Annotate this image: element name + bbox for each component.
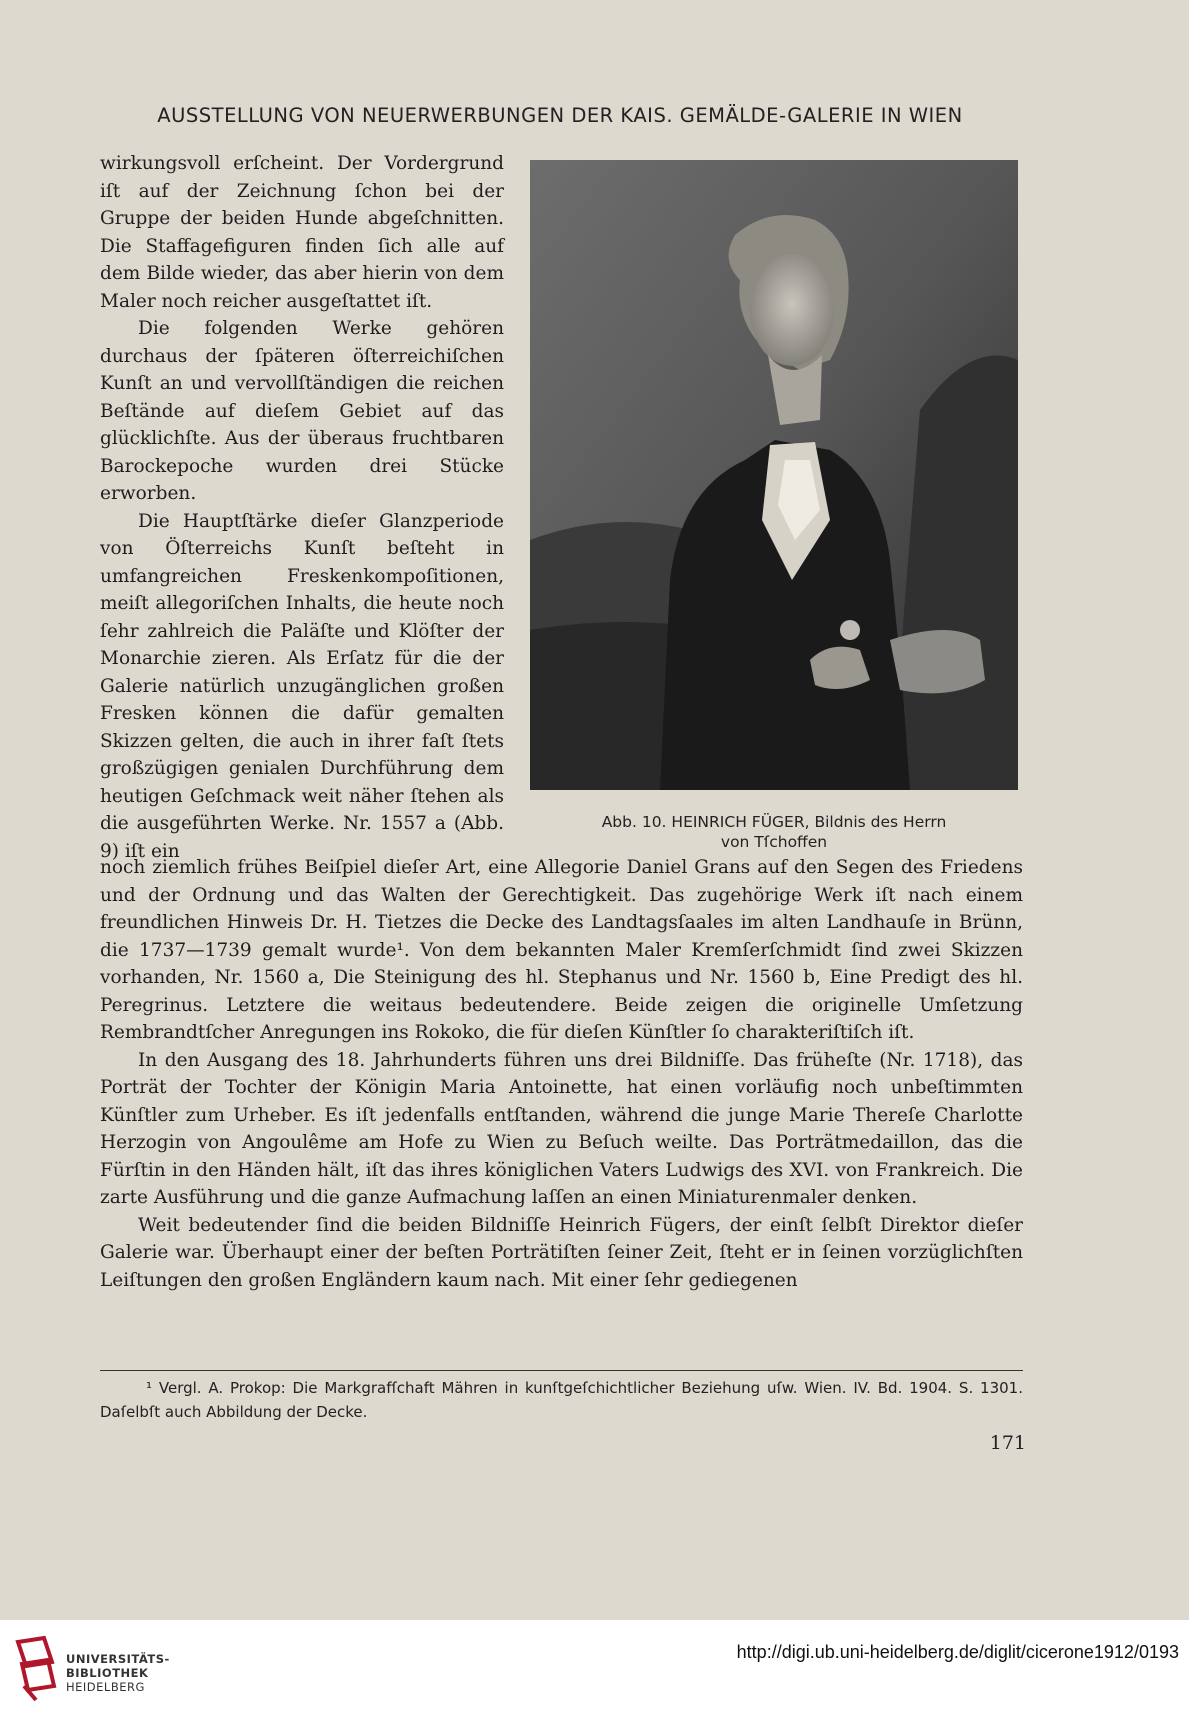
full-width-text bbox=[100, 854, 1023, 1294]
library-footer bbox=[0, 1620, 1189, 1725]
portrait-figure bbox=[530, 160, 1018, 790]
footnote-rule bbox=[100, 1370, 1023, 1371]
library-logo-icon bbox=[14, 1634, 58, 1704]
library-name-line: HEIDELBERG bbox=[66, 1680, 145, 1694]
footnote bbox=[100, 1376, 1023, 1424]
library-name-line: UNIVERSITÄTS- bbox=[66, 1652, 170, 1666]
footnote-text: Vergl. A. Prokop: Die Markgrafſchaft Mähren in kunſtgeſchichtlicher Beziehung uſw. Wien. IV. Bd. 1904. S. 1301. Daſelbſt auch Abbildung der Decke. bbox=[100, 1379, 1023, 1421]
portrait-painting bbox=[530, 160, 1018, 790]
source-url-link[interactable]: http://digi.ub.uni-heidelberg.de/diglit/cicerone1912/0193 bbox=[736, 1642, 1179, 1662]
paragraph: Weit bedeutender ſind die beiden Bildniſſe Heinrich Fügers, der einſt ſelbſt Direktor dieſer Galerie war. Überhaupt einer der beſten Porträtiſten ſeiner Zeit, ſteht er in ſeinen vorzüglichſten Leiſtungen den großen Engländern kaum nach. Mit einer ſehr gediegenen bbox=[100, 1214, 1023, 1291]
caption-line: von Tſchoffen bbox=[720, 833, 828, 851]
paragraph: noch ziemlich frühes Beiſpiel dieſer Art, eine Allegorie Daniel Grans auf den Segen des Friedens und der Ordnung und das Walten der Gerechtigkeit. Das zugehörige Werk iſt nach einem freundlichen Hinweis Dr. H. Tietzes die Decke des Landtagsſaales im alten Landhauſe in Brünn, die 1737—1739 gemalt wurde¹. Von dem bekannten Maler Kremſerſchmidt ſind zwei Skizzen vorhanden, Nr. 1560 a, Die Steinigung des hl. Stephanus und Nr. 1560 b, Eine Predigt des hl. Peregrinus. Letztere die weitaus bedeutendere. Beide zeigen die originelle Umſetzung Rembrandtſcher Anregungen ins Rokoko, die für dieſen Künſtler ſo charakteriſtiſch iſt. bbox=[100, 857, 1023, 1043]
paragraph: wirkungsvoll erſcheint. Der Vordergrund iſt auf der Zeichnung ſchon bei der Gruppe der beiden Hunde abgeſchnitten. Die Staffagefiguren finden ſich alle auf dem Bilde wieder, das aber hierin von dem Maler noch reicher ausgeſtattet iſt. bbox=[100, 153, 504, 312]
library-name-line: BIBLIOTHEK bbox=[66, 1666, 149, 1680]
left-column-text bbox=[100, 150, 504, 865]
page-number: 171 bbox=[989, 1432, 1026, 1454]
figure-caption bbox=[520, 812, 1028, 852]
running-title: AUSSTELLUNG VON NEUERWERBUNGEN DER KAIS. GEMÄLDE-GALERIE IN WIEN bbox=[157, 104, 963, 127]
library-name bbox=[66, 1652, 170, 1694]
paragraph: Die Hauptſtärke dieſer Glanzperiode von Öſterreichs Kunſt beſteht in umfangreichen Freskenkompoſitionen, meiſt allegoriſchen Inhalts, die heute noch ſehr zahlreich die Paläſte und Klöſter der Monarchie zieren. Als Erſatz für die der Galerie natürlich unzugänglichen großen Fresken können die dafür gemalten Skizzen gelten, die auch in ihrer faſt ſtets großzügigen genialen Durchführung dem heutigen Geſchmack weit näher ſtehen als die ausgeführten Werke. Nr. 1557 a (Abb. 9) iſt ein bbox=[100, 510, 504, 862]
paragraph: Die folgenden Werke gehören durchaus der ſpäteren öſterreichiſchen Kunſt an und vervollſtändigen die reichen Beſtände auf dieſem Gebiet auf das glücklichſte. Aus der überaus fruchtbaren Barockepoche wurden drei Stücke erworben. bbox=[100, 318, 504, 504]
caption-line: Abb. 10. HEINRICH FÜGER, Bildnis des Herrn bbox=[601, 813, 947, 831]
paragraph: In den Ausgang des 18. Jahrhunderts führen uns drei Bildniſſe. Das früheſte (Nr. 1718), das Porträt der Tochter der Königin Maria Antoinette, hat einen vorläufig noch unbeſtimmten Künſtler zum Urheber. Es iſt jedenfalls entſtanden, während die junge Marie Thereſe Charlotte Herzogin von Angoulême am Hofe zu Wien zu Beſuch weilte. Das Porträtmedaillon, das die Fürſtin in den Händen hält, iſt das ihres königlichen Vaters Ludwigs des XVI. von Frankreich. Die zarte Ausführung und die ganze Aufmachung laſſen an einen Miniaturenmaler denken. bbox=[100, 1049, 1023, 1208]
footnote-marker: ¹ bbox=[146, 1379, 153, 1397]
